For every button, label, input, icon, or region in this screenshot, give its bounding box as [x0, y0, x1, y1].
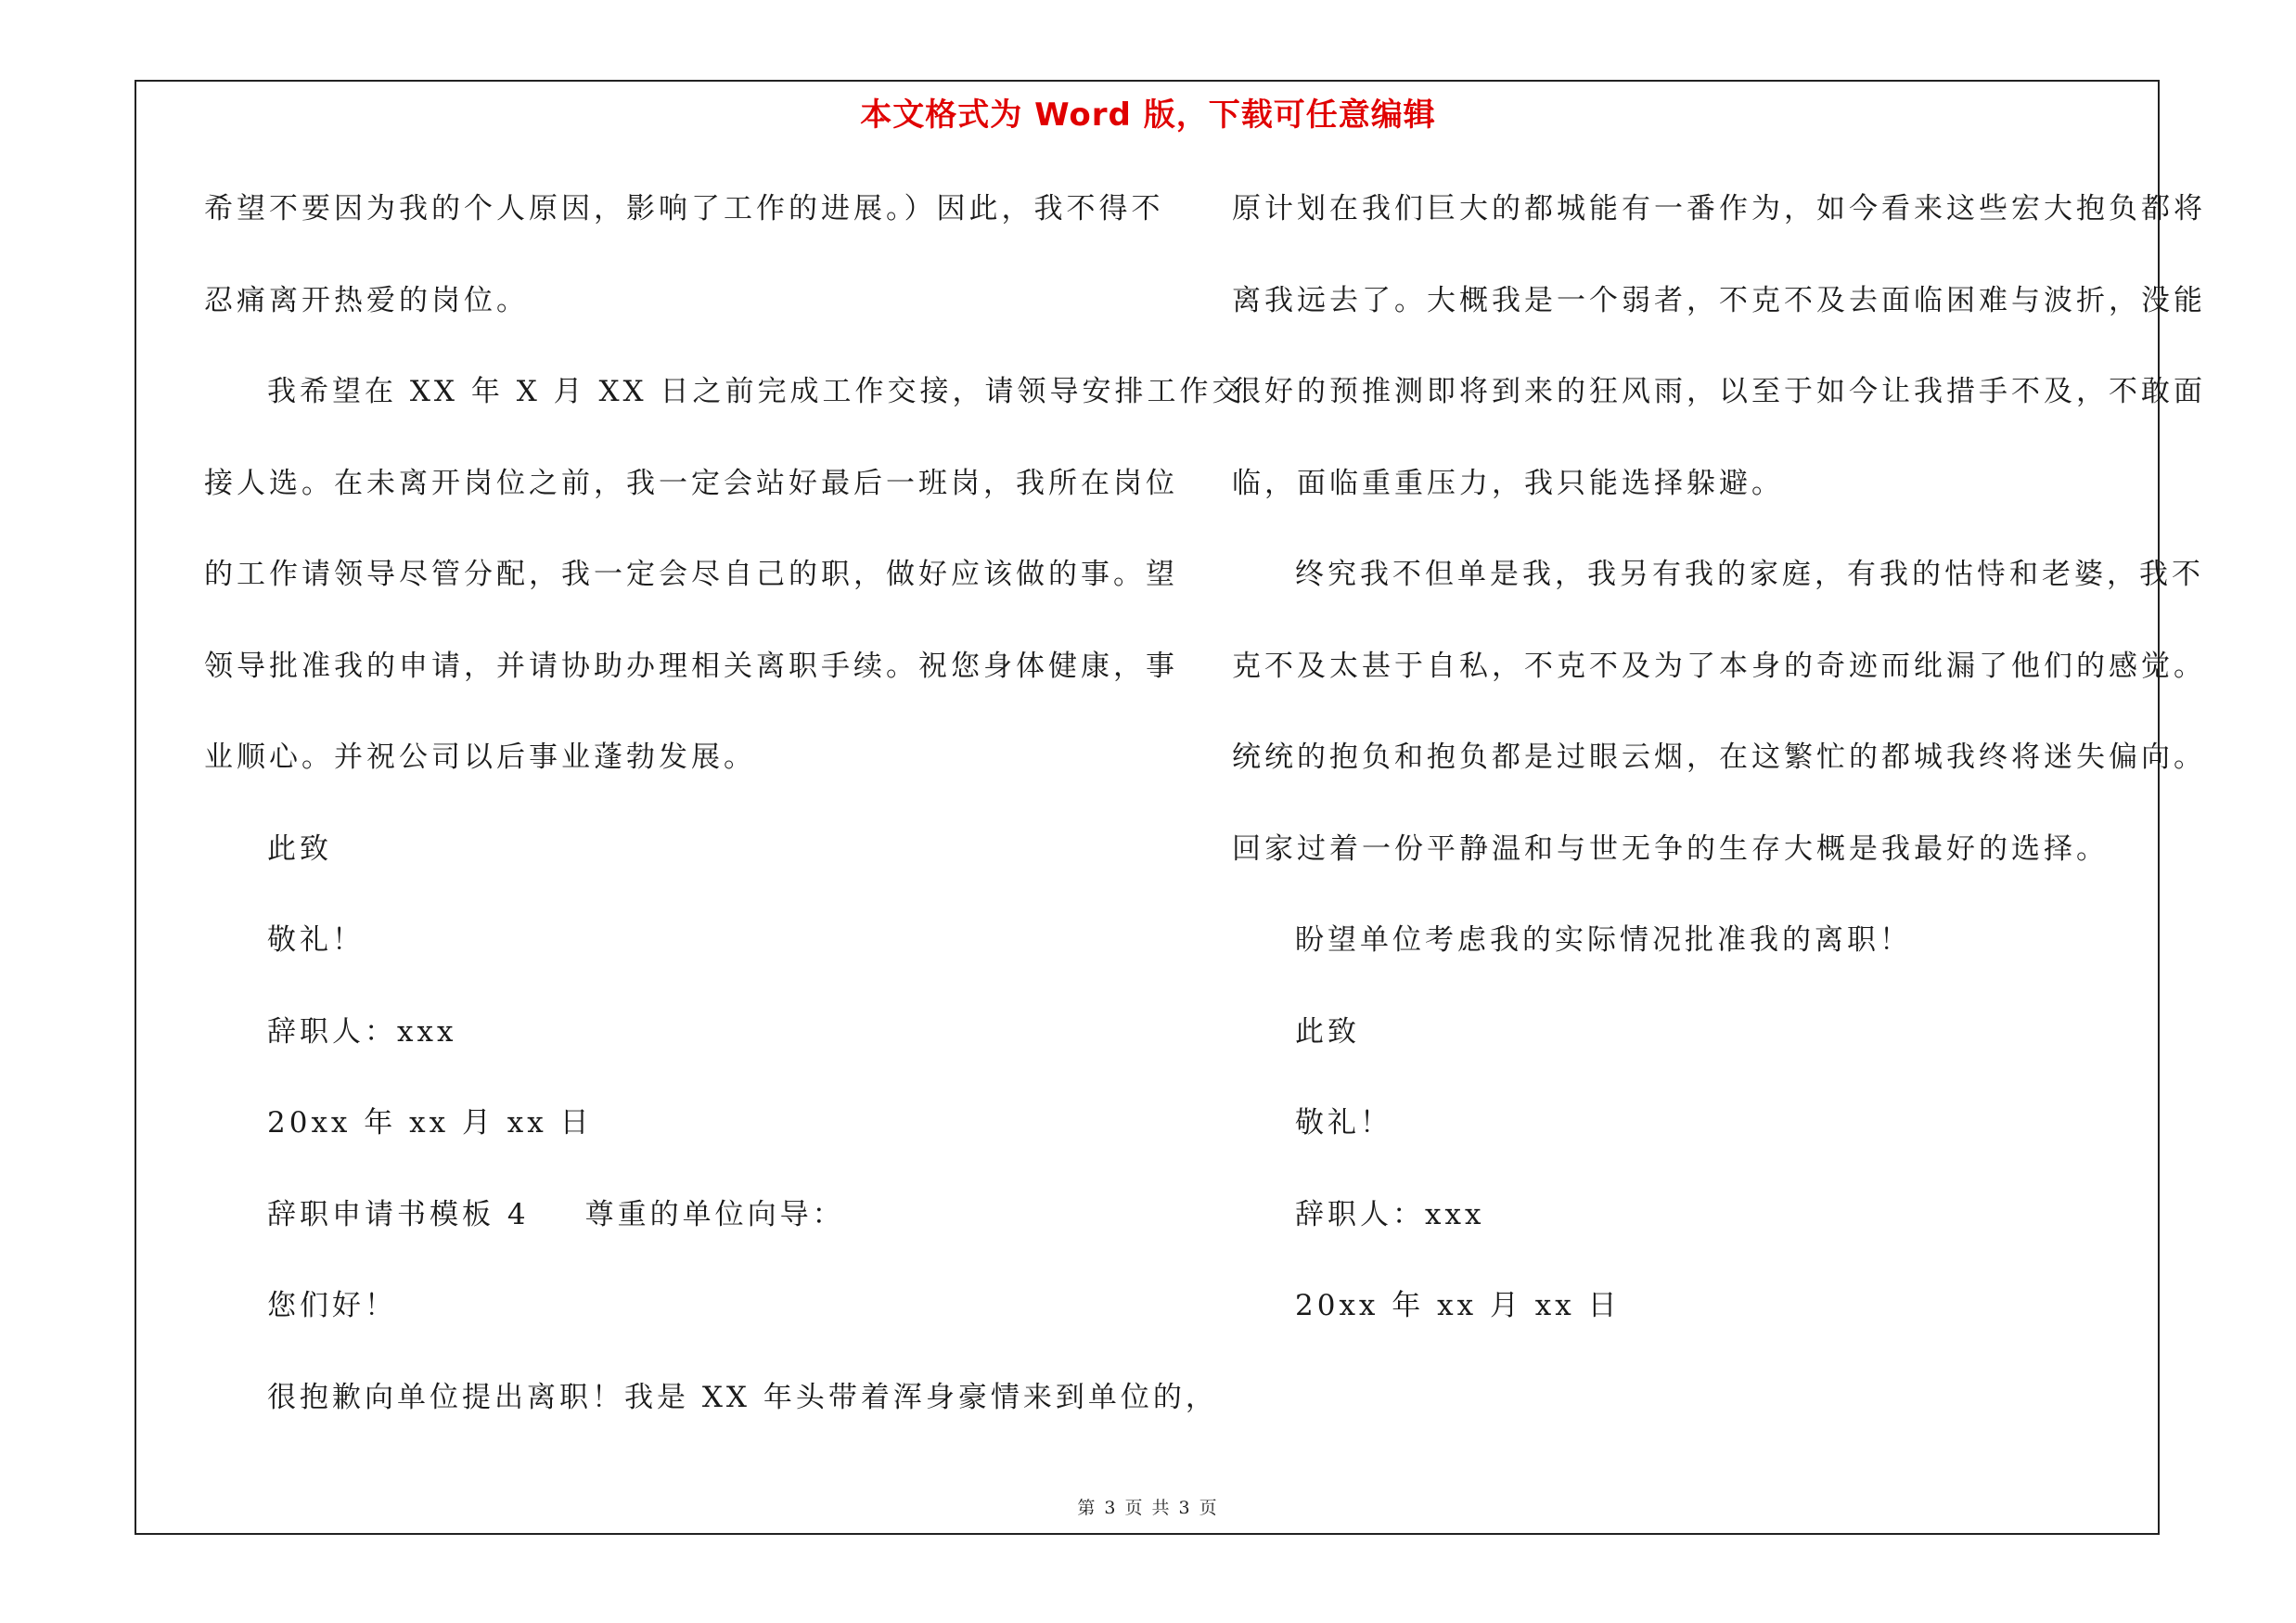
- left-text-column: [204, 186, 1245, 1465]
- line-text: 20xx 年 xx 月 xx 日: [1295, 1289, 1621, 1322]
- text-line: [204, 1191, 1150, 1283]
- line-text: 接人选。在未离开岗位之前，我一定会站好最后一班岗，我所在岗位: [204, 466, 1178, 500]
- line-text: 克不及太甚于自私，不克不及为了本身的奇迹而纰漏了他们的感觉。: [1232, 649, 2206, 683]
- text-line: [204, 917, 1150, 1009]
- text-line: [1232, 1282, 2178, 1374]
- text-line: [1232, 186, 2206, 277]
- text-line: [1232, 1009, 2178, 1101]
- line-text: 20xx 年 xx 月 xx 日: [267, 1106, 593, 1140]
- text-line: [1232, 277, 2206, 369]
- line-text: 希望不要因为我的个人原因，影响了工作的进展。）因此，我不得不: [204, 192, 1164, 225]
- line-text: 此致: [267, 831, 332, 866]
- line-text: 忍痛离开热爱的岗位。: [204, 283, 529, 317]
- text-line: [204, 826, 1150, 918]
- line-text: 辞职人：xxx: [267, 1014, 457, 1049]
- text-line: [1232, 551, 2204, 643]
- text-line: [1232, 917, 2178, 1009]
- line-text: 敬礼！: [1295, 1106, 1392, 1140]
- text-line: [1232, 1100, 2178, 1191]
- text-line: [204, 1100, 1150, 1191]
- right-text-column: [1232, 186, 2206, 1374]
- line-text: 领导批准我的申请，并请协助办理相关离职手续。祝您身体健康，事: [204, 649, 1178, 683]
- text-line: [204, 186, 1164, 277]
- line-text-secondary: 尊重的单位向导：: [584, 1197, 845, 1231]
- line-text: 敬礼！: [267, 923, 365, 957]
- line-text: 您们好！: [267, 1289, 397, 1322]
- line-text: 很抱歉向单位提出离职！我是 XX 年头带着浑身豪情来到单位的，: [267, 1380, 1218, 1414]
- line-text: 统统的抱负和抱负都是过眼云烟，在这繁忙的都城我终将迷失偏向。: [1232, 741, 2206, 774]
- text-line: [1232, 460, 2178, 552]
- text-line: [204, 1009, 1150, 1101]
- line-text: 离我远去了。大概我是一个弱者，不克不及去面临困难与波折，没能: [1232, 283, 2206, 317]
- line-text: 回家过着一份平静温和与世无争的生存大概是我最好的选择。: [1232, 831, 2109, 866]
- text-line: [204, 277, 1150, 369]
- line-text: 我希望在 XX 年 X 月 XX 日之前完成工作交接，请领导安排工作交: [267, 375, 1245, 408]
- line-text: 的工作请领导尽管分配，我一定会尽自己的职，做好应该做的事。望: [204, 558, 1178, 591]
- text-line: [204, 643, 1178, 735]
- text-line: [1232, 368, 2206, 460]
- line-text: 原计划在我们巨大的都城能有一番作为，如今看来这些宏大抱负都将: [1232, 192, 2206, 225]
- text-line: [204, 368, 1245, 460]
- word-format-banner: 本文格式为 Word 版，下载可任意编辑: [860, 97, 1436, 134]
- text-line: [204, 1374, 1218, 1466]
- line-text: 临，面临重重压力，我只能选择躲避。: [1232, 466, 1784, 500]
- line-text: 终究我不但单是我，我另有我的家庭，有我的怙恃和老婆，我不: [1295, 558, 2204, 591]
- line-text: 盼望单位考虑我的实际情况批准我的离职！: [1295, 923, 1912, 957]
- line-text: 辞职申请书模板 4: [267, 1197, 530, 1231]
- text-line: [1232, 826, 2178, 918]
- line-text: 此致: [1295, 1014, 1360, 1049]
- text-line: [204, 551, 1178, 643]
- text-line: [1232, 734, 2206, 826]
- line-text: 业顺心。并祝公司以后事业蓬勃发展。: [204, 741, 756, 774]
- text-line: [204, 734, 1150, 826]
- line-text: 很好的预推测即将到来的狂风雨，以至于如今让我措手不及，不敢面: [1232, 375, 2206, 408]
- text-line: [204, 460, 1178, 552]
- text-line: [204, 1282, 1150, 1374]
- text-line: [1232, 1191, 2178, 1283]
- text-line: [1232, 643, 2206, 735]
- page-number-footer: 第 3 页 共 3 页: [1077, 1498, 1219, 1518]
- line-text: 辞职人：xxx: [1295, 1197, 1485, 1231]
